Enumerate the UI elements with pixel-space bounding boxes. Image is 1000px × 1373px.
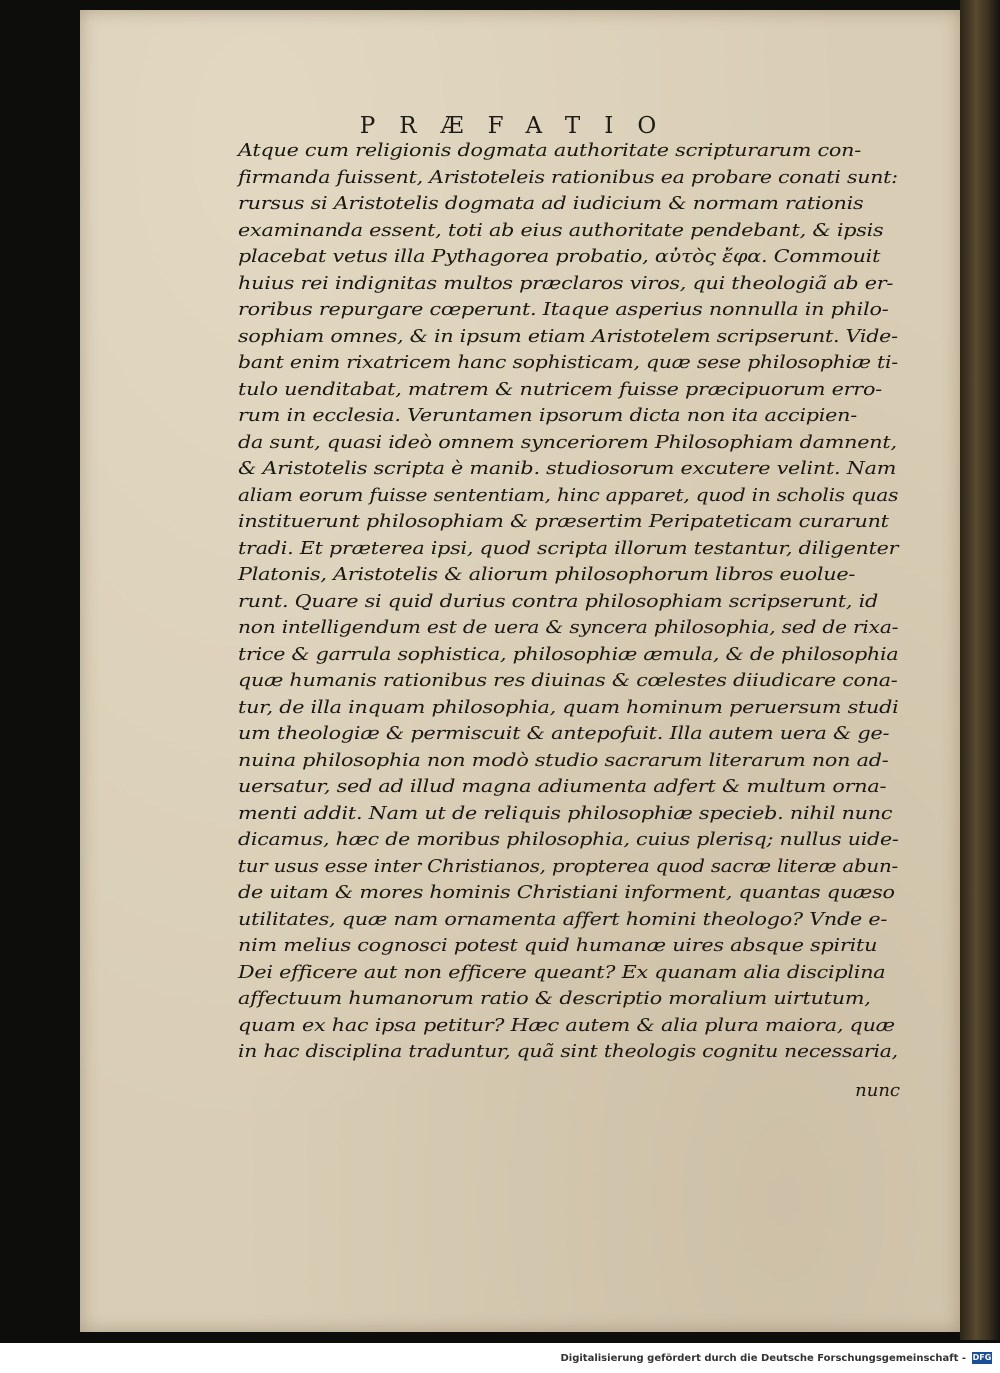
footer-credit: Digitalisierung gefördert durch die Deutsche Forschungsgemeinschaft - — [560, 1353, 966, 1364]
text-line: utilitates, quæ nam ornamenta affert homini theologo? Vnde e- — [238, 908, 888, 930]
text-line: roribus repurgare cœperunt. Itaque asperius nonnulla in philo- — [238, 299, 889, 320]
text-line: non intelligendum est de uera & syncera philosophia, sed de rixa- — [238, 617, 899, 638]
text-line: huius rei indignitas multos præclaros viros, qui theologiã ab er- — [238, 272, 894, 294]
text-line: tradi. Et præterea ipsi, quod scripta illorum testantur, diligenter — [238, 537, 899, 559]
catchword: nunc — [855, 1080, 900, 1101]
text-line: nim melius cognosci potest quid humanæ uires absque spiritu — [238, 935, 878, 956]
text-line: tur usus esse inter Christianos, propterea quod sacræ literæ abun- — [238, 855, 899, 877]
text-block — [238, 138, 898, 1066]
text-line: sophiam omnes, & in ipsum etiam Aristotelem scripserunt. Vide- — [238, 325, 898, 347]
text-line: rursus si Aristotelis dogmata ad iudicium & normam rationis — [238, 193, 864, 214]
text-line: rum in ecclesia. Veruntamen ipsorum dicta non ita accipien- — [238, 405, 858, 426]
text-line: tulo uenditabat, matrem & nutricem fuisse præcipuorum erro- — [238, 378, 882, 400]
text-line: bant enim rixatricem hanc sophisticam, quæ sese philosophiæ ti- — [238, 352, 898, 373]
text-line: da sunt, quasi ideò omnem synceriorem Philosophiam damnent, — [238, 431, 897, 453]
text-line: runt. Quare si quid durius contra philosophiam scripserunt, id — [238, 590, 879, 612]
text-line: uersatur, sed ad illud magna adiumenta adfert & multum orna- — [238, 776, 887, 797]
text-line: nuina philosophia non modò studio sacrarum literarum non ad- — [238, 749, 889, 771]
text-line: Platonis, Aristotelis & aliorum philosophorum libros euolue- — [238, 564, 856, 585]
text-line: tur, de illa inquam philosophia, quam hominum peruersum studi — [238, 696, 899, 718]
page-heading: PRÆFATIO — [359, 113, 681, 139]
book-spine-edge — [960, 0, 1000, 1340]
text-line: quæ humanis rationibus res diuinas & cœlestes diiudicare cona- — [238, 670, 898, 691]
text-line: Atque cum religionis dogmata authoritate scripturarum con- — [238, 140, 861, 161]
text-line: de uitam & mores hominis Christiani informent, quantas quæso — [238, 882, 895, 903]
text-line: trice & garrula sophistica, philosophiæ æmula, & de philosophia — [238, 643, 899, 665]
text-line: placebat vetus illa Pythagorea probatio, αὐτὸς ἔφα. Commouit — [238, 246, 881, 267]
text-line: firmanda fuissent, Aristoteleis rationibus ea probare conati sunt: — [238, 166, 898, 188]
text-line: in hac disciplina traduntur, quã sint theologis cognitu necessaria, — [238, 1041, 898, 1062]
text-line: menti addit. Nam ut de reliquis philosophiæ specieb. nihil nunc — [238, 802, 893, 824]
dfg-logo[interactable]: DFG — [972, 1353, 992, 1362]
text-line: affectuum humanorum ratio & descriptio moralium uirtutum, — [238, 988, 871, 1009]
text-line: & Aristotelis scripta è manib. studiosorum excutere velint. Nam — [238, 458, 897, 479]
text-line: quam ex hac ipsa petitur? Hæc autem & alia plura maiora, quæ — [238, 1014, 895, 1036]
text-line: examinanda essent, toti ab eius authoritate pendebant, & ipsis — [238, 219, 884, 241]
text-line: aliam eorum fuisse sententiam, hinc apparet, quod in scholis quas — [238, 484, 899, 506]
text-line: instituerunt philosophiam & præsertim Peripateticam curarunt — [238, 511, 889, 532]
text-line: Dei efficere aut non efficere queant? Ex quanam alia disciplina — [238, 961, 886, 983]
text-line: dicamus, hæc de moribus philosophia, cuius plerisq; nullus uide- — [238, 829, 899, 850]
text-line: um theologiæ & permiscuit & antepofuit. Illa autem uera & ge- — [238, 723, 890, 744]
